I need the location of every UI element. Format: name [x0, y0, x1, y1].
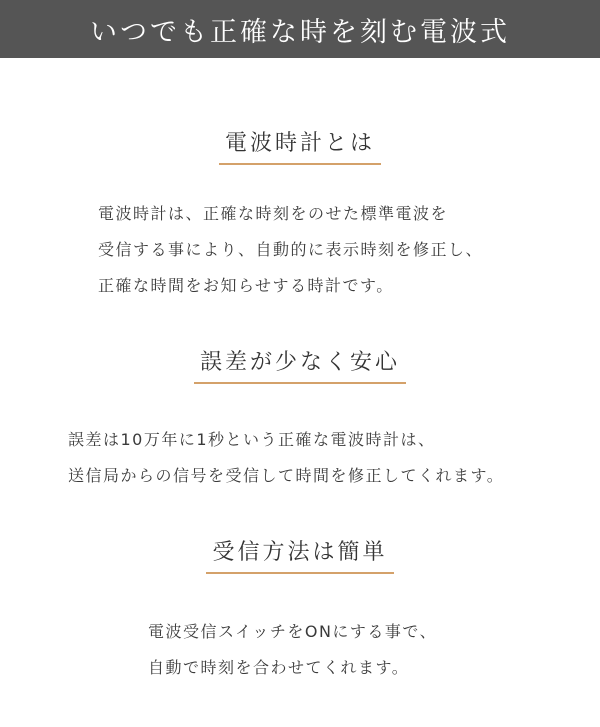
body-line: 電波受信スイッチをONにする事で、 — [148, 622, 438, 641]
body-line: 誤差は10万年に1秒という正確な電波時計は、 — [68, 430, 436, 449]
body-line: 送信局からの信号を受信して時間を修正してくれます。 — [68, 466, 505, 485]
body-line: 受信する事により、自動的に表示時刻を修正し、 — [98, 240, 484, 259]
section-heading-text: 受信方法は簡単 — [206, 535, 393, 574]
section-heading-easy-reception — [0, 535, 600, 574]
body-line: 自動で時刻を合わせてくれます。 — [148, 658, 410, 677]
section-heading-text: 電波時計とは — [219, 126, 381, 165]
section-body-easy-reception — [148, 614, 437, 686]
section-heading-small-error — [0, 345, 600, 384]
section-heading-what-is-radio-clock — [0, 126, 600, 165]
section-body-what-is-radio-clock — [98, 196, 483, 304]
title-banner — [0, 0, 600, 58]
body-line: 電波時計は、正確な時刻をのせた標準電波を — [98, 204, 449, 223]
banner-title: いつでも正確な時を刻む電波式 — [90, 16, 510, 48]
section-heading-text: 誤差が少なく安心 — [194, 345, 406, 384]
body-line: 正確な時間をお知らせする時計です。 — [98, 276, 394, 295]
section-body-small-error — [68, 422, 504, 494]
